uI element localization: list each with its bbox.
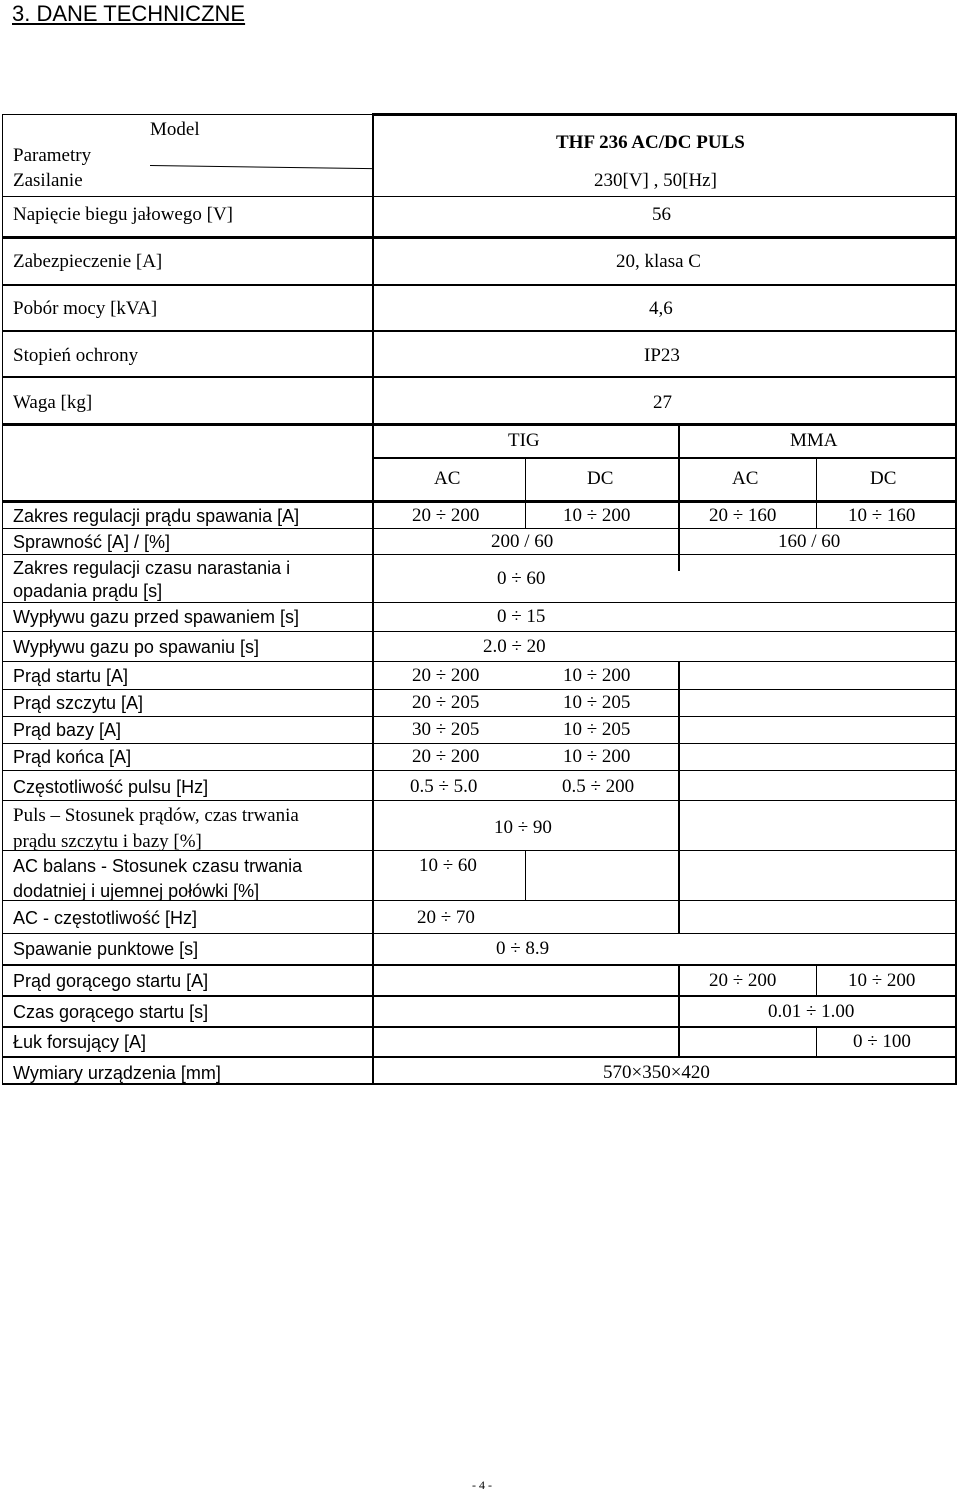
table-cell: 0 ÷ 8.9 [496, 938, 550, 959]
table-cell: 0.5 ÷ 5.0 [410, 776, 478, 797]
row-divider [2, 284, 957, 286]
table-row-label: Czas gorącego startu [s] [13, 1002, 209, 1022]
table-cell: 0 ÷ 15 [497, 606, 546, 627]
tig-ac-header: AC [434, 468, 461, 489]
column-divider-hotstart-ac-dc [816, 965, 817, 996]
section-heading: 3. DANE TECHNICZNE [12, 1, 246, 26]
row-divider [2, 631, 957, 632]
column-divider-mma-ac-dc [816, 458, 817, 529]
row-divider [2, 423, 957, 426]
table-row-label: Zasilanie [13, 170, 83, 191]
row-divider [2, 500, 957, 503]
table-cell: 10 ÷ 205 [563, 692, 631, 713]
table-cell: 20 ÷ 160 [709, 505, 777, 526]
table-cell: 10 ÷ 60 [419, 855, 477, 876]
table-border-top-value [372, 113, 957, 116]
table-row-value: 27 [653, 392, 672, 413]
column-divider-hotstart [678, 965, 680, 1057]
table-row-value: 56 [652, 204, 671, 225]
row-divider [2, 964, 957, 966]
table-cell: 30 ÷ 205 [412, 719, 480, 740]
table-row-label: Prąd bazy [A] [13, 720, 122, 740]
row-divider [2, 689, 957, 690]
mode-header-mma: MMA [790, 430, 838, 451]
table-row-label: Częstotliwość pulsu [Hz] [13, 777, 209, 797]
table-cell: 200 / 60 [491, 531, 554, 552]
row-divider [2, 376, 957, 378]
table-cell: 20 ÷ 200 [412, 505, 480, 526]
row-divider [2, 995, 957, 997]
table-row-label: prądu szczytu i bazy [%] [13, 831, 202, 852]
model-name: THF 236 AC/DC PULS [556, 132, 745, 153]
table-cell: 20 ÷ 200 [709, 970, 777, 991]
table-cell: 10 ÷ 200 [563, 746, 631, 767]
table-row-label: Prąd gorącego startu [A] [13, 971, 209, 991]
table-row-label: dodatniej i ujemnej połówki [%] [13, 881, 260, 901]
table-row-value: 4,6 [649, 298, 673, 319]
table-cell: 160 / 60 [778, 531, 841, 552]
table-row-label: Wymiary urządzenia [mm] [13, 1063, 221, 1083]
column-divider-arc-force [816, 1027, 817, 1057]
table-cell: 10 ÷ 160 [848, 505, 916, 526]
table-row-label: Prąd szczytu [A] [13, 693, 144, 713]
row-divider [2, 1026, 957, 1028]
table-cell: 2.0 ÷ 20 [483, 636, 546, 657]
column-divider-tig-mma-lower [678, 662, 680, 933]
table-row-value: 230[V] , 50[Hz] [594, 170, 717, 191]
table-cell: 0 ÷ 100 [853, 1031, 911, 1052]
table-cell: 0 ÷ 60 [497, 568, 546, 589]
row-divider [2, 236, 957, 239]
table-row-label: Puls – Stosunek prądów, czas trwania [13, 805, 299, 826]
table-cell: 10 ÷ 90 [494, 817, 552, 838]
table-row-label: Zakres regulacji czasu narastania i [13, 558, 291, 578]
table-cell: 0.5 ÷ 200 [562, 776, 635, 797]
table-row-label: Prąd startu [A] [13, 666, 129, 686]
table-border-left [2, 114, 3, 1085]
table-row-label: Zakres regulacji prądu spawania [A] [13, 506, 300, 526]
table-row-label: Spawanie punktowe [s] [13, 939, 199, 959]
table-cell: 10 ÷ 200 [563, 505, 631, 526]
row-divider [2, 743, 957, 744]
row-divider [2, 716, 957, 717]
model-header-label: Model [150, 119, 200, 140]
mode-header-tig: TIG [508, 430, 540, 451]
table-cell: 20 ÷ 205 [412, 692, 480, 713]
table-cell: 10 ÷ 200 [848, 970, 916, 991]
page-number: - 4 - [472, 1478, 492, 1492]
table-row-label: Napięcie biegu jałowego [V] [13, 204, 233, 225]
table-row-label: Wypływu gazu przed spawaniem [s] [13, 607, 299, 627]
table-row-label: Wypływu gazu po spawaniu [s] [13, 637, 259, 657]
row-divider [2, 196, 957, 197]
row-divider [2, 770, 957, 771]
table-cell: 20 ÷ 70 [417, 907, 475, 928]
row-divider [2, 933, 957, 934]
table-row-label: opadania prądu [s] [13, 581, 163, 601]
mma-ac-header: AC [732, 468, 759, 489]
table-row-label: Waga [kg] [13, 392, 93, 413]
table-row-value: 20, klasa C [616, 251, 701, 272]
mma-dc-header: DC [870, 468, 897, 489]
row-divider [2, 800, 957, 801]
label-column-divider [372, 114, 374, 1085]
table-row-label: Pobór mocy [kVA] [13, 298, 158, 319]
table-cell: 10 ÷ 205 [563, 719, 631, 740]
table-cell: 0.01 ÷ 1.00 [768, 1001, 855, 1022]
tig-dc-header: DC [587, 468, 614, 489]
table-cell: 20 ÷ 200 [412, 665, 480, 686]
table-row-label: Łuk forsujący [A] [13, 1032, 147, 1052]
column-divider-tig-mma [678, 424, 680, 571]
table-cell: 570×350×420 [603, 1062, 710, 1083]
header-diagonal-line [150, 165, 372, 169]
table-row-label: Stopień ochrony [13, 345, 139, 366]
row-divider [2, 528, 957, 529]
column-divider-tig-ac-dc [525, 458, 526, 529]
row-divider [374, 457, 955, 459]
table-border-right [955, 114, 957, 1085]
row-divider [2, 602, 957, 603]
table-row-value: IP23 [644, 345, 680, 366]
row-divider [2, 661, 957, 662]
parameters-header-label: Parametry [13, 145, 92, 166]
row-divider [2, 1056, 957, 1058]
table-row-label: Sprawność [A] / [%] [13, 532, 171, 552]
table-cell: 20 ÷ 200 [412, 746, 480, 767]
column-divider-balance [525, 850, 526, 900]
row-divider [2, 554, 957, 555]
table-row-label: Prąd końca [A] [13, 747, 132, 767]
table-row-label: Zabezpieczenie [A] [13, 251, 163, 272]
row-divider [2, 330, 957, 332]
table-row-label: AC balans - Stosunek czasu trwania [13, 856, 303, 876]
table-cell: 10 ÷ 200 [563, 665, 631, 686]
table-row-label: AC - częstotliwość [Hz] [13, 908, 198, 928]
